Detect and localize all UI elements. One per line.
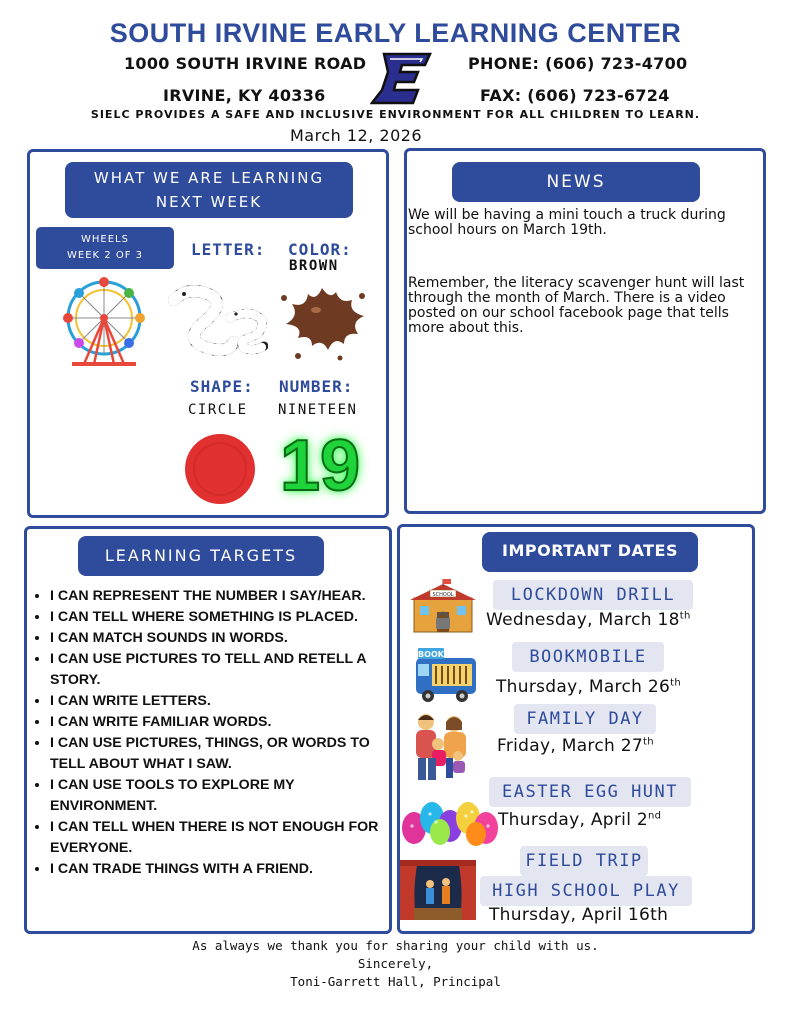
easter-eggs-image bbox=[400, 796, 502, 846]
learning-title-line-1: WHAT WE ARE LEARNING bbox=[93, 169, 325, 187]
phone-number: PHONE: (606) 723-4700 bbox=[468, 54, 688, 73]
zebra-letter-image bbox=[168, 282, 268, 358]
number-value: NINETEEN bbox=[278, 402, 358, 418]
bookmobile-image bbox=[412, 646, 480, 704]
letter-label: LETTER: bbox=[191, 240, 266, 259]
footer-signature: Toni-Garrett Hall, Principal bbox=[290, 974, 501, 989]
number-digits: 19 bbox=[279, 426, 361, 506]
event-name-high-school-play: HIGH SCHOOL PLAY bbox=[480, 876, 692, 906]
color-value: BROWN bbox=[289, 258, 339, 274]
easter-eggs-icon bbox=[400, 796, 502, 846]
theme-name: WHEELS bbox=[81, 234, 129, 245]
footer-thanks: As always we thank you for sharing your child with us. bbox=[192, 938, 599, 953]
news-body bbox=[408, 208, 764, 374]
footer-closing: Sincerely, bbox=[357, 956, 434, 971]
target-item: • I CAN REPRESENT THE NUMBER I SAY/HEAR. bbox=[50, 586, 390, 607]
target-item: • I CAN TELL WHERE SOMETHING IS PLACED. bbox=[50, 607, 390, 628]
event-date-suffix: nd bbox=[648, 810, 662, 822]
event-date-text: Thursday, April 2 bbox=[498, 810, 649, 830]
red-circle-image bbox=[182, 432, 258, 506]
school-name: SOUTH IRVINE EARLY LEARNING CENTER bbox=[109, 18, 682, 48]
event-date-suffix: th bbox=[643, 736, 654, 748]
event-date-lockdown-drill bbox=[486, 610, 691, 630]
theater-stage-icon bbox=[400, 860, 476, 920]
family-image bbox=[406, 710, 480, 784]
learning-title bbox=[65, 162, 353, 218]
theme-week: WEEK 2 OF 3 bbox=[67, 250, 143, 261]
learning-title-line-2: NEXT WEEK bbox=[155, 193, 263, 211]
dates-title: IMPORTANT DATES bbox=[482, 532, 698, 572]
target-item: • I CAN USE PICTURES, THINGS, OR WORDS TO TELL ABOUT WHAT I SAW. bbox=[50, 733, 390, 775]
number-label: NUMBER: bbox=[279, 377, 354, 396]
logo-e-icon bbox=[370, 50, 436, 108]
event-date-text: Wednesday, March 18 bbox=[486, 610, 680, 630]
event-date-text: Thursday, March 26 bbox=[496, 677, 671, 697]
event-name-easter-egg-hunt: EASTER EGG HUNT bbox=[489, 777, 691, 807]
shape-value: CIRCLE bbox=[188, 402, 248, 418]
event-name-family-day: FAMILY DAY bbox=[514, 704, 656, 734]
school-logo bbox=[370, 50, 436, 108]
fax-number: FAX: (606) 723-6724 bbox=[480, 86, 670, 105]
targets-list bbox=[30, 586, 390, 880]
theater-image bbox=[400, 860, 476, 920]
theme-badge bbox=[36, 227, 174, 269]
mission-statement: SIELC PROVIDES A SAFE AND INCLUSIVE ENVIRONMENT FOR ALL CHILDREN TO LEARN. bbox=[90, 108, 701, 121]
address-line-1: 1000 SOUTH IRVINE ROAD bbox=[124, 54, 367, 73]
zebra-icon bbox=[168, 282, 268, 358]
news-item: Remember, the literacy scavenger hunt will last through the month of March. There is a video posted on our school facebook page that tells more about this. bbox=[408, 275, 745, 336]
targets-title: LEARNING TARGETS bbox=[78, 536, 324, 576]
target-item: • I CAN USE PICTURES TO TELL AND RETELL A STORY. bbox=[50, 649, 390, 691]
target-item: • I CAN MATCH SOUNDS IN WORDS. bbox=[50, 628, 390, 649]
event-name-bookmobile: BOOKMOBILE bbox=[512, 642, 664, 672]
target-item: • I CAN TRADE THINGS WITH A FRIEND. bbox=[50, 859, 390, 880]
event-name-lockdown-drill: LOCKDOWN DRILL bbox=[493, 580, 693, 610]
target-item: • I CAN TELL WHEN THERE IS NOT ENOUGH FOR EVERYONE. bbox=[50, 817, 390, 859]
bookmobile-icon bbox=[412, 646, 480, 704]
bookmobile-sign-text: BOOK bbox=[418, 650, 444, 659]
school-lock-icon bbox=[408, 578, 478, 636]
event-date-field-trip: Thursday, April 16th bbox=[489, 905, 669, 925]
news-title: NEWS bbox=[452, 162, 700, 202]
newsletter-date: March 12, 2026 bbox=[290, 126, 423, 145]
target-item: • I CAN WRITE FAMILIAR WORDS. bbox=[50, 712, 390, 733]
event-date-suffix: th bbox=[679, 610, 691, 622]
target-item: • I CAN WRITE LETTERS. bbox=[50, 691, 390, 712]
shape-label: SHAPE: bbox=[190, 377, 254, 396]
event-date-text: Friday, March 27 bbox=[497, 736, 643, 756]
event-name-field-trip: FIELD TRIP bbox=[520, 846, 648, 876]
event-date-bookmobile bbox=[496, 677, 681, 697]
brown-splat-image bbox=[278, 278, 368, 364]
color-label: COLOR: bbox=[288, 240, 352, 259]
circle-shape-icon bbox=[182, 432, 258, 506]
news-item: We will be having a mini touch a truck during school hours on March 19th. bbox=[408, 207, 726, 238]
school-building-image bbox=[408, 578, 478, 636]
ferris-wheel-image bbox=[58, 274, 150, 370]
address-line-2: IRVINE, KY 40336 bbox=[163, 86, 326, 105]
event-date-suffix: th bbox=[670, 677, 681, 689]
family-icon bbox=[406, 710, 480, 784]
paint-splat-icon bbox=[278, 278, 368, 364]
ferris-wheel-icon bbox=[58, 274, 150, 370]
target-item: • I CAN USE TOOLS TO EXPLORE MY ENVIRONMENT. bbox=[50, 775, 390, 817]
school-sign-text: SCHOOL bbox=[432, 592, 454, 598]
event-date-family-day bbox=[497, 736, 654, 756]
event-date-easter-egg-hunt bbox=[498, 810, 661, 830]
